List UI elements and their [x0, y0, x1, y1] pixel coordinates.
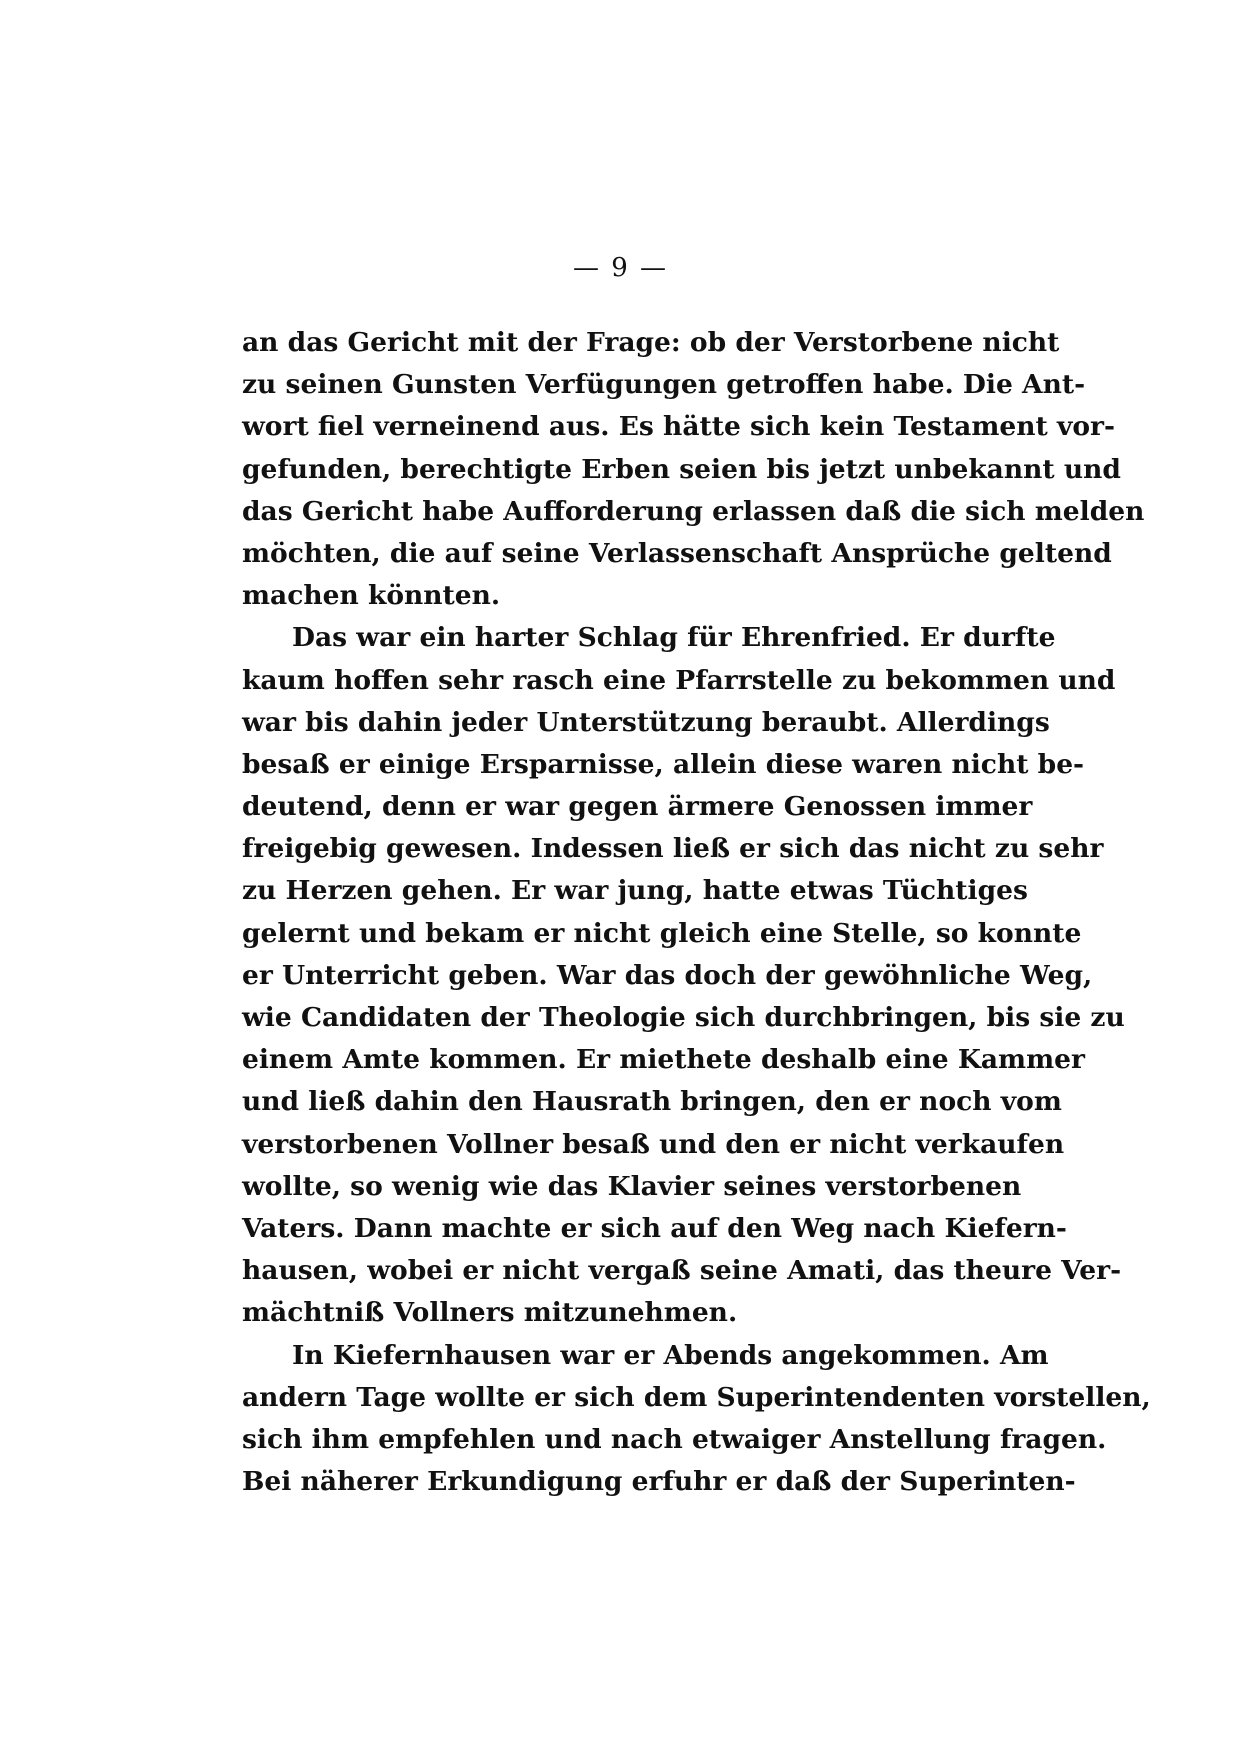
text-line: In Kiefernhausen war er Abends angekommen. Am	[292, 1339, 1049, 1371]
text-line: verstorbenen Vollner besaß und den er nicht verkaufen	[242, 1128, 1065, 1160]
text-line: besaß er einige Ersparnisse, allein diese waren nicht be-	[242, 748, 1085, 780]
body-text	[242, 322, 1151, 1503]
text-line: einem Amte kommen. Er miethete deshalb eine Kammer	[242, 1044, 1085, 1076]
text-line: wie Candidaten der Theologie sich durchbringen, bis sie zu	[242, 1002, 1125, 1033]
text-line: an das Gericht mit der Frage: ob der Verstorbene nicht	[242, 327, 1060, 358]
text-line: sich ihm empfehlen und nach etwaiger Anstellung fragen.	[242, 1423, 1107, 1455]
text-line: deutend, denn er war gegen ärmere Genossen immer	[242, 791, 1033, 823]
text-line: machen könnten.	[242, 580, 501, 612]
text-line: zu seinen Gunsten Verfügungen getroffen habe. Die Ant-	[242, 369, 1086, 401]
text-line: er Unterricht geben. War das doch der gewöhnliche Weg,	[242, 959, 1093, 991]
text-line: gefunden, berechtigte Erben seien bis jetzt unbekannt und	[242, 453, 1121, 485]
page-number: — 9 —	[572, 253, 669, 283]
text-line: war bis dahin jeder Unterstützung beraubt. Allerdings	[242, 706, 1050, 738]
text-line: und ließ dahin den Hausrath bringen, den er noch vom	[242, 1086, 1062, 1118]
text-line: das Gericht habe Aufforderung erlassen daß die sich melden	[242, 495, 1145, 527]
text-line: andern Tage wollte er sich dem Superintendenten vorstellen,	[242, 1381, 1151, 1413]
text-line: Das war ein harter Schlag für Ehrenfried. Er durfte	[292, 622, 1056, 654]
text-line: Vaters. Dann machte er sich auf den Weg nach Kiefern-	[242, 1212, 1067, 1244]
text-line: zu Herzen gehen. Er war jung, hatte etwas Tüchtiges	[242, 875, 1028, 907]
text-line: freigebig gewesen. Indessen ließ er sich das nicht zu sehr	[242, 833, 1104, 865]
text-line: wort fiel verneinend aus. Es hätte sich kein Testament vor-	[242, 411, 1115, 443]
text-line: wollte, so wenig wie das Klavier seines verstorbenen	[242, 1170, 1022, 1202]
text-line: gelernt und bekam er nicht gleich eine Stelle, so konnte	[242, 917, 1082, 949]
text-line: möchten, die auf seine Verlassenschaft Ansprüche geltend	[242, 537, 1112, 569]
text-line: Bei näherer Erkundigung erfuhr er daß der Superinten-	[242, 1466, 1076, 1498]
text-line: hausen, wobei er nicht vergaß seine Amati, das theure Ver-	[242, 1255, 1122, 1287]
text-line: mächtniß Vollners mitzunehmen.	[242, 1297, 738, 1329]
text-line: kaum hoffen sehr rasch eine Pfarrstelle zu bekommen und	[242, 664, 1116, 696]
